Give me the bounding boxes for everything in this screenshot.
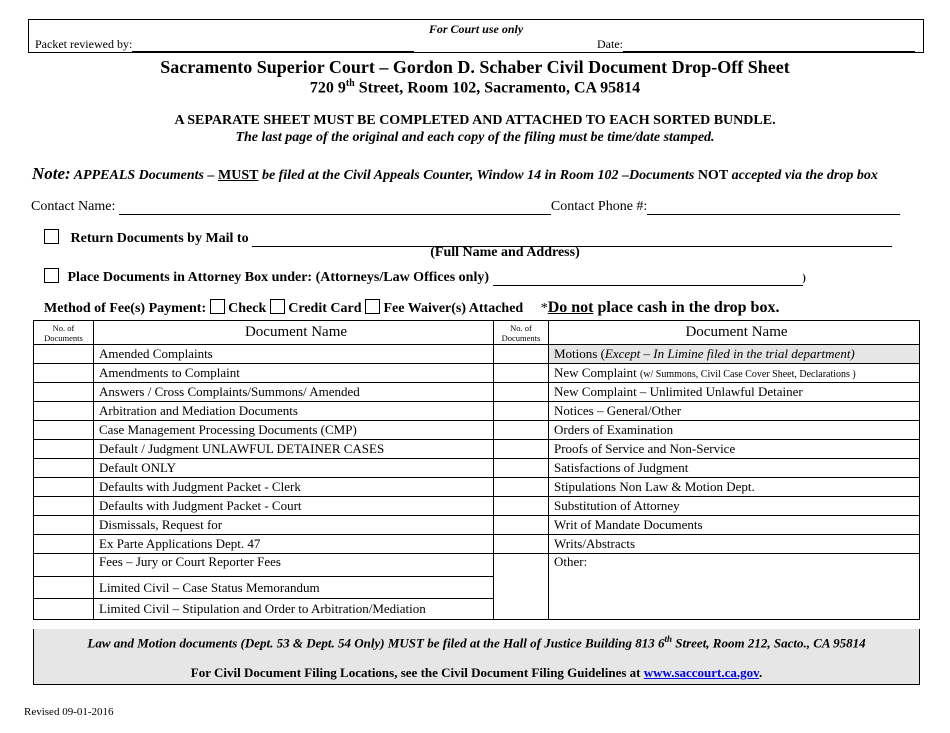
doc-name: Limited Civil – Case Status Memorandum [94,577,494,599]
count-input[interactable] [34,364,94,383]
court-use-box [28,19,924,53]
doc-name: Orders of Examination [549,421,920,440]
attorney-box-label: Place Documents in Attorney Box under: (Attorneys/Law Offices only) [67,270,493,285]
contact-name-label: Contact Name: [31,199,119,214]
doc-name: Fees – Jury or Court Reporter Fees [94,554,494,577]
doc-name: Proofs of Service and Non-Service [549,440,920,459]
revised-date: Revised 09-01-2016 [24,706,114,718]
doc-name: Defaults with Judgment Packet - Clerk [94,478,494,497]
doc-name-new-complaint: New Complaint (w/ Summons, Civil Case Cover Sheet, Declarations ) [549,364,920,383]
contact-phone-field[interactable] [647,200,900,215]
count-input[interactable] [34,497,94,516]
attorney-box-checkbox[interactable] [44,268,59,283]
court-address: 720 9th Street, Room 102, Sacramento, CA 95814 [309,78,641,97]
court-date-field[interactable] [597,37,915,52]
check-checkbox[interactable] [210,299,225,314]
count-input[interactable] [494,364,549,383]
doc-name-other[interactable]: Other: [549,554,920,620]
doc-name: Writ of Mandate Documents [549,516,920,535]
doc-name: Stipulations Non Law & Motion Dept. [549,478,920,497]
check-label: Check [224,301,270,316]
saccourt-link[interactable]: www.saccourt.ca.gov [643,665,759,680]
footer-box [33,629,920,685]
attorney-box-field[interactable] [493,273,803,286]
count-input[interactable] [34,421,94,440]
doc-name: Notices – General/Other [549,402,920,421]
page-title: Sacramento Superior Court – Gordon D. Schaber Civil Document Drop-Off Sheet [160,57,790,77]
doc-name: Limited Civil – Stipulation and Order to Arbitration/Mediation [94,599,494,620]
count-input[interactable] [494,440,549,459]
count-input[interactable] [494,402,549,421]
doc-name: Default ONLY [94,459,494,478]
count-input[interactable] [494,554,549,620]
count-input[interactable] [34,554,94,577]
count-input[interactable] [34,345,94,364]
count-input[interactable] [34,535,94,554]
law-motion-note: Law and Motion documents (Dept. 53 & Dept. 54 Only) MUST be filed at the Hall of Justice Building 813 6th Street, Room 212, Sacto., CA 95814 [87,634,866,651]
document-table [33,320,920,620]
packet-reviewed-field[interactable] [35,37,414,52]
appeals-note: Note: APPEALS Documents – MUST be filed at the Civil Appeals Counter, Window 14 in Room 102 –Documents NOT accepted via the drop box [32,164,878,183]
count-input[interactable] [494,478,549,497]
court-use-title: For Court use only [428,22,524,36]
fee-waiver-label: Fee Waiver(s) Attached [379,301,524,316]
attorney-box-row: Place Documents in Attorney Box under: (Attorneys/Law Offices only) ) [44,268,806,286]
count-input[interactable] [34,440,94,459]
doc-name: Amended Complaints [94,345,494,364]
right-doc-name-header: Document Name [549,321,920,345]
count-input[interactable] [494,421,549,440]
count-input[interactable] [34,383,94,402]
count-input[interactable] [494,459,549,478]
contact-name-field[interactable] [119,200,551,215]
instruction-separate-sheet: A SEPARATE SHEET MUST BE COMPLETED AND ATTACHED TO EACH SORTED BUNDLE. [174,113,776,128]
count-input[interactable] [494,516,549,535]
count-input[interactable] [494,345,549,364]
credit-card-checkbox[interactable] [270,299,285,314]
instruction-time-stamp: The last page of the original and each copy of the filing must be time/date stamped. [235,130,715,145]
contact-phone-label: Contact Phone #: [550,199,648,214]
fee-waiver-checkbox[interactable] [365,299,380,314]
credit-card-label: Credit Card [284,301,365,316]
doc-name: Answers / Cross Complaints/Summons/ Amended [94,383,494,402]
doc-name: Defaults with Judgment Packet - Court [94,497,494,516]
count-input[interactable] [34,459,94,478]
full-name-address-hint: (Full Name and Address) [430,245,580,260]
count-input[interactable] [34,478,94,497]
count-input[interactable] [34,577,94,599]
count-input[interactable] [34,516,94,535]
doc-name: Writs/Abstracts [549,535,920,554]
count-input[interactable] [494,383,549,402]
doc-name: Dismissals, Request for [94,516,494,535]
count-input[interactable] [494,535,549,554]
count-input[interactable] [34,599,94,620]
no-cash-warning: *Do not place cash in the drop box. [540,299,780,316]
count-input[interactable] [34,402,94,421]
doc-name: New Complaint – Unlimited Unlawful Detainer [549,383,920,402]
left-count-header: No. of Documents [34,321,94,345]
fee-payment-label: Method of Fee(s) Payment: [44,301,210,316]
doc-name: Satisfactions of Judgment [549,459,920,478]
fee-payment-row [44,299,779,317]
court-date-label: Date: [597,37,623,51]
packet-reviewed-label: Packet reviewed by: [35,37,133,51]
return-by-mail-checkbox[interactable] [44,229,59,244]
left-doc-name-header: Document Name [94,321,494,345]
doc-name: Case Management Processing Documents (CMP) [94,421,494,440]
contact-row [31,199,900,215]
doc-name: Substitution of Attorney [549,497,920,516]
filing-locations-note: For Civil Document Filing Locations, see the Civil Document Filing Guidelines at www.saccourt.ca.gov. [190,665,763,680]
return-by-mail-label: Return Documents by Mail to [70,231,253,246]
doc-name: Amendments to Complaint [94,364,494,383]
doc-name: Ex Parte Applications Dept. 47 [94,535,494,554]
count-input[interactable] [494,497,549,516]
right-count-header: No. of Documents [494,321,549,345]
doc-name-motions: Motions (Except – In Limine filed in the trial department) [549,345,920,364]
doc-name: Default / Judgment UNLAWFUL DETAINER CASES [94,440,494,459]
doc-name: Arbitration and Mediation Documents [94,402,494,421]
